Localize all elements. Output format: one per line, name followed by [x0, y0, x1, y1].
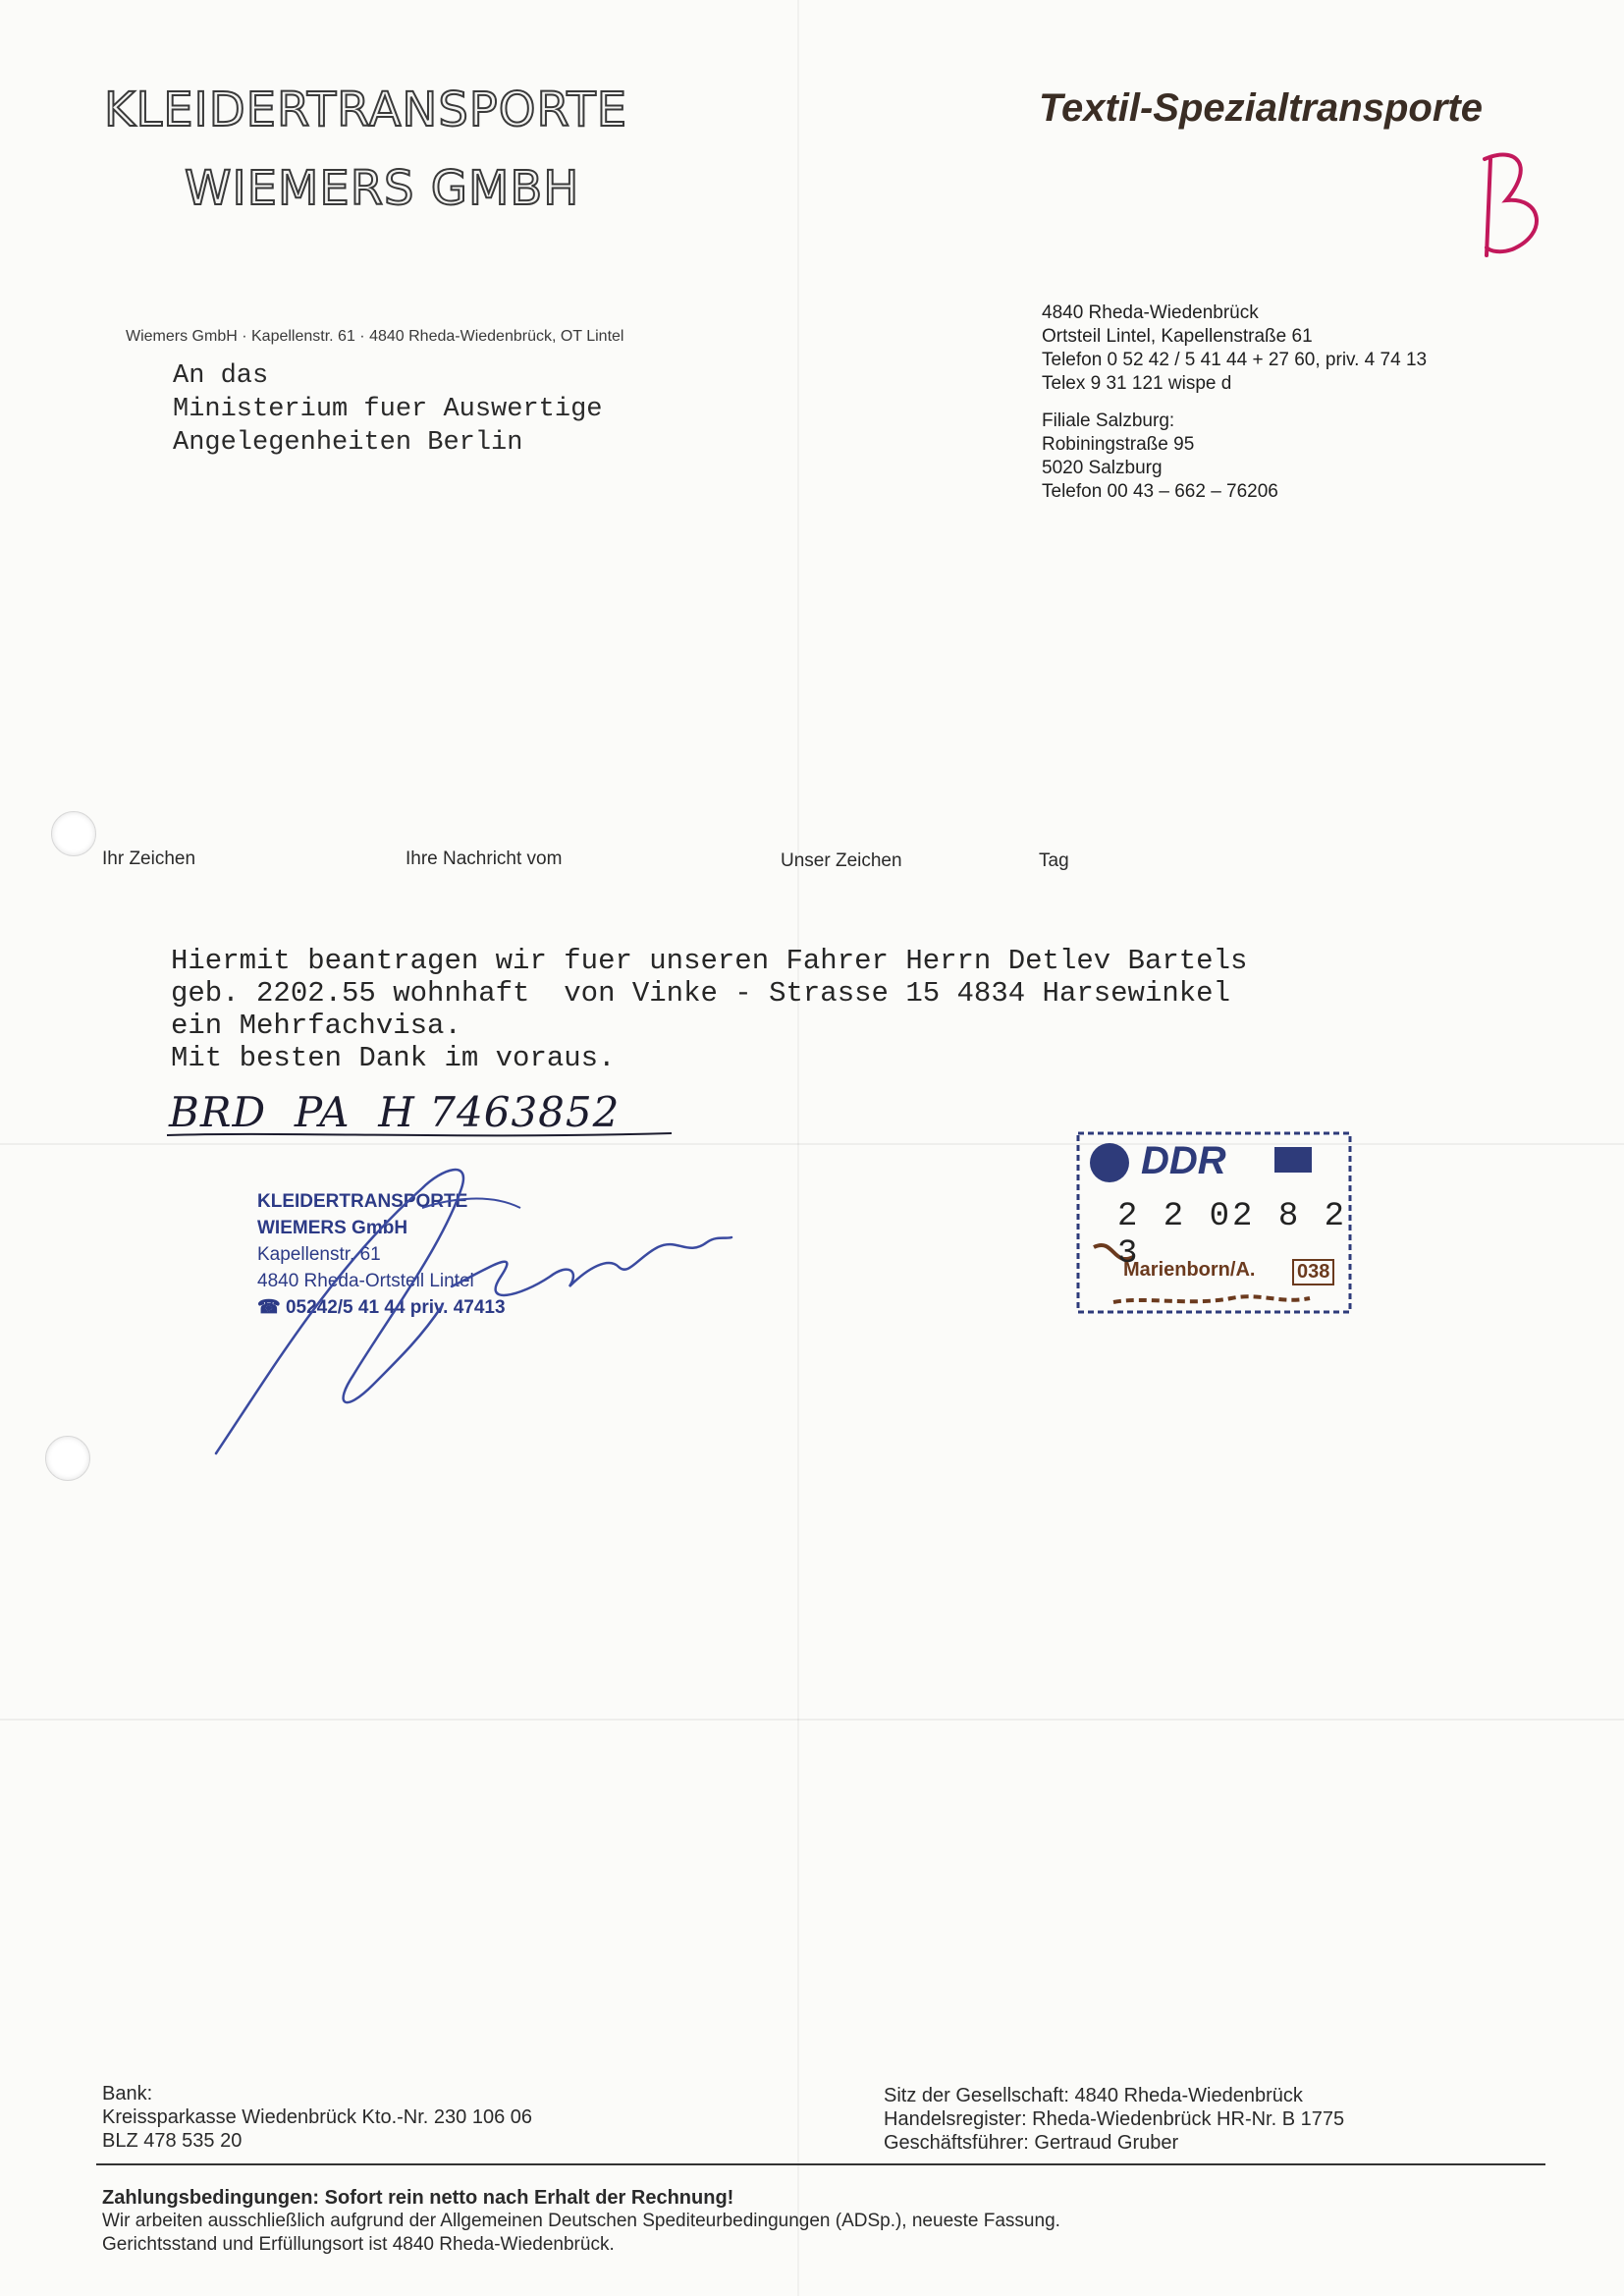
footer-company-info	[884, 2084, 1344, 2155]
stamp-number: 038	[1292, 1259, 1334, 1285]
branch-line: Robiningstraße 95	[1042, 434, 1195, 455]
company-logo-line1: KLEIDERTRANSPORTE	[104, 82, 628, 137]
recipient-line: Angelegenheiten Berlin	[173, 428, 523, 458]
recipient-line: An das	[173, 361, 269, 391]
branch-line: Filiale Salzburg:	[1042, 410, 1175, 431]
handwritten-passport-note: BRD PA H 7463852	[169, 1088, 621, 1136]
stamp-line: 4840 Rheda-Ortsteil Lintel	[257, 1271, 474, 1291]
company-info-line: Handelsregister: Rheda-Wiedenbrück HR-Nr. B 1775	[884, 2108, 1345, 2130]
stamp-date: 2 2 02 8 2 3	[1117, 1198, 1348, 1273]
footer-divider	[96, 2163, 1545, 2165]
terms-line: Gerichtsstand und Erfüllungsort ist 4840 Rheda-Wiedenbrück.	[102, 2234, 615, 2255]
handwritten-b-mark	[1477, 145, 1555, 263]
sender-return-address: Wiemers GmbH · Kapellenstr. 61 · 4840 Rheda-Wiedenbrück, OT Lintel	[126, 328, 624, 345]
bank-line: Bank:	[102, 2083, 153, 2105]
label-unser-zeichen: Unser Zeichen	[781, 850, 902, 871]
stamp-line: WIEMERS GmbH	[257, 1218, 408, 1238]
contact-line: Telex 9 31 121 wispe d	[1042, 373, 1232, 394]
recipient-address	[173, 359, 602, 460]
paper-fold-horizontal	[0, 1719, 1624, 1721]
payment-terms	[102, 2186, 1060, 2257]
contact-line: 4840 Rheda-Wiedenbrück	[1042, 302, 1259, 323]
branch-line: 5020 Salzburg	[1042, 458, 1163, 478]
bank-line: Kreissparkasse Wiedenbrück Kto.-Nr. 230 106 06	[102, 2106, 532, 2128]
label-ihr-zeichen: Ihr Zeichen	[102, 848, 196, 869]
bank-line: BLZ 478 535 20	[102, 2130, 243, 2152]
stamp-line: KLEIDERTRANSPORTE	[257, 1191, 468, 1212]
terms-line: Wir arbeiten ausschließlich aufgrund der Allgemeinen Deutschen Spediteurbedingungen (ADSp.), neueste Fassung.	[102, 2211, 1060, 2231]
ddr-entry-stamp	[1074, 1129, 1354, 1316]
letter-body	[171, 945, 1247, 1074]
punch-hole	[45, 1436, 90, 1481]
stamp-place: Marienborn/A.	[1123, 1259, 1256, 1281]
company-logo-line2: WIEMERS GMBH	[185, 161, 580, 216]
label-tag: Tag	[1039, 850, 1069, 871]
stamp-line: ☎ 05242/5 41 44 priv. 47413	[257, 1297, 506, 1318]
contact-line: Telefon 0 52 42 / 5 41 44 + 27 60, priv. 4 74 13	[1042, 350, 1428, 370]
stamp-country: DDR	[1141, 1139, 1226, 1182]
company-info-line: Geschäftsführer: Gertraud Gruber	[884, 2132, 1179, 2154]
handwritten-underline	[165, 1129, 676, 1141]
branch-line: Telefon 00 43 – 662 – 76206	[1042, 481, 1278, 502]
body-line: geb. 2202.55 wohnhaft von Vinke - Strasse 15 4834 Harsewinkel	[171, 977, 1230, 1010]
body-line: ein Mehrfachvisa.	[171, 1010, 461, 1042]
recipient-line: Ministerium fuer Auswertige	[173, 395, 603, 424]
company-info-line: Sitz der Gesellschaft: 4840 Rheda-Wiedenbrück	[884, 2085, 1303, 2106]
label-ihre-nachricht: Ihre Nachricht vom	[406, 848, 563, 869]
terms-title: Zahlungsbedingungen: Sofort rein netto nach Erhalt der Rechnung!	[102, 2187, 734, 2209]
footer-bank-info	[102, 2082, 532, 2153]
punch-hole	[51, 811, 96, 856]
body-line: Mit besten Dank im voraus.	[171, 1042, 616, 1074]
paper-fold-horizontal	[0, 1143, 1624, 1145]
company-slogan: Textil-Spezialtransporte	[1039, 86, 1483, 130]
body-line: Hiermit beantragen wir fuer unseren Fahrer Herrn Detlev Bartels	[171, 945, 1248, 977]
contact-line: Ortsteil Lintel, Kapellenstraße 61	[1042, 326, 1313, 347]
handwritten-signature	[196, 1149, 746, 1463]
paper-fold-vertical	[797, 0, 799, 2296]
stamp-line: Kapellenstr. 61	[257, 1244, 381, 1265]
contact-block	[1042, 301, 1427, 504]
